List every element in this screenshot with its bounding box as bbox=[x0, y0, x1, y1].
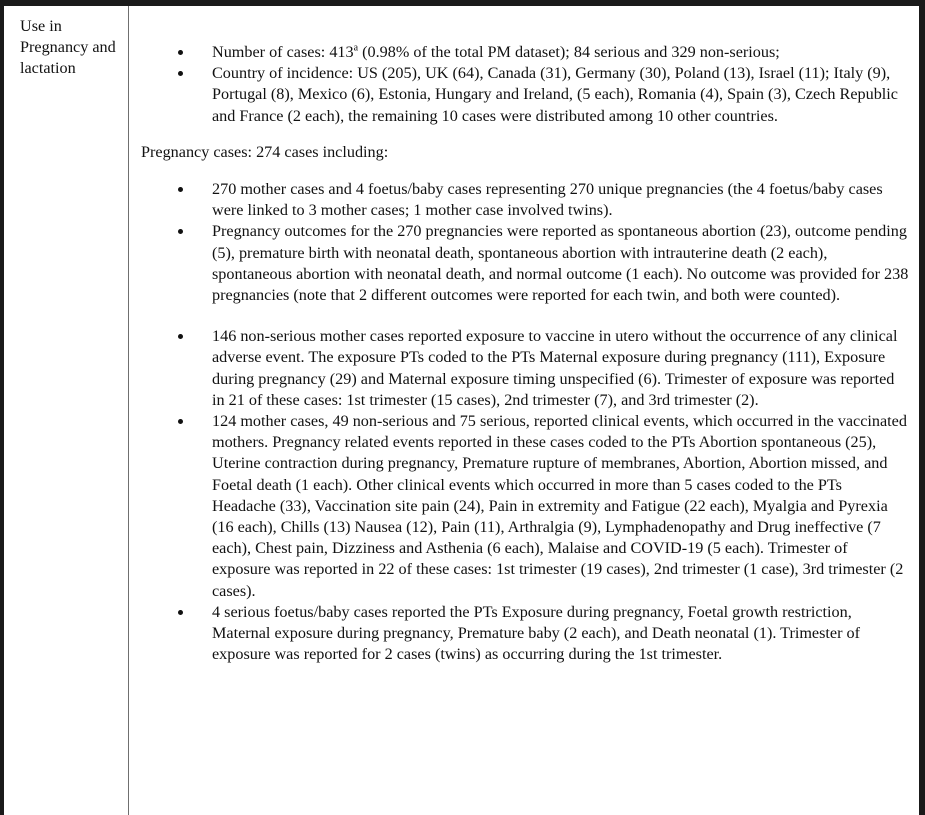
footnote-marker: a bbox=[353, 42, 359, 54]
list-item: 270 mother cases and 4 foetus/baby cases representing 270 unique pregnancies (the 4 foetus/baby cases were linked to 3 mother cases; 1 mother case involved twins). bbox=[141, 179, 909, 221]
cases-detail-text: (0.98% of the total PM dataset); 84 serious and 329 non-serious; bbox=[358, 43, 780, 61]
list-item: Pregnancy outcomes for the 270 pregnancies were reported as spontaneous abortion (23), outcome pending (5), premature birth with neonatal death, spontaneous abortion with intrauterine death (2 each), spontaneous abortion with neonatal death, and normal outcome (1 each). No outcome was provided for 238 pregnancies (note that 2 different outcomes were reported for each twin, and both were counted). bbox=[141, 221, 909, 306]
document-page bbox=[4, 6, 919, 815]
pregnancy-list-2 bbox=[141, 326, 909, 665]
row-content bbox=[141, 42, 909, 665]
list-item-number-of-cases bbox=[141, 42, 909, 63]
list-item: 4 serious foetus/baby cases reported the PTs Exposure during pregnancy, Foetal growth restriction, Maternal exposure during pregnancy, Premature baby (2 each), and Death neonatal (1). Trimester of exposure was reported for 2 cases (twins) as occurring during the 1st trimester. bbox=[141, 602, 909, 666]
cases-count-text: Number of cases: 413 bbox=[212, 43, 354, 61]
summary-list bbox=[141, 42, 909, 127]
list-item-country-of-incidence: Country of incidence: US (205), UK (64), Canada (31), Germany (30), Poland (13), Israel (11); Italy (9), Portugal (8), Mexico (6), Estonia, Hungary and Ireland, (5 each), Romania (4), Spain (3), Czech Republic and France (2 each), the remaining 10 cases were distributed among 10 other countries. bbox=[141, 63, 909, 127]
pregnancy-list-1 bbox=[141, 179, 909, 306]
list-item: 146 non-serious mother cases reported exposure to vaccine in utero without the occurrence of any clinical adverse event. The exposure PTs coded to the PTs Maternal exposure during pregnancy (111), Exposure during pregnancy (29) and Maternal exposure timing unspecified (6). Trimester of exposure was reported in 21 of these cases: 1st trimester (15 cases), 2nd trimester (7), and 3rd trimester (2). bbox=[141, 326, 909, 411]
table-column-divider bbox=[128, 6, 129, 815]
row-label: Use in Pregnancy and lactation bbox=[20, 17, 116, 78]
pregnancy-cases-heading: Pregnancy cases: 274 cases including: bbox=[141, 142, 389, 161]
list-item: 124 mother cases, 49 non-serious and 75 serious, reported clinical events, which occurred in the vaccinated mothers. Pregnancy related events reported in these cases coded to the PTs Abortion spontaneous (25), Uterine contraction during pregnancy, Premature rupture of membranes, Abortion, Abortion missed, and Foetal death (1 each). Other clinical events which occurred in more than 5 cases coded to the PTs Headache (33), Vaccination site pain (24), Pain in extremity and Fatigue (22 each), Myalgia and Pyrexia (16 each), Chills (13) Nausea (12), Pain (11), Arthralgia (9), Lymphadenopathy and Drug ineffective (7 each), Chest pain, Dizziness and Asthenia (6 each), Malaise and COVID-19 (5 each). Trimester of exposure was reported in 22 of these cases: 1st trimester (19 cases), 2nd trimester (1 case), 3rd trimester (2 cases). bbox=[141, 411, 909, 602]
